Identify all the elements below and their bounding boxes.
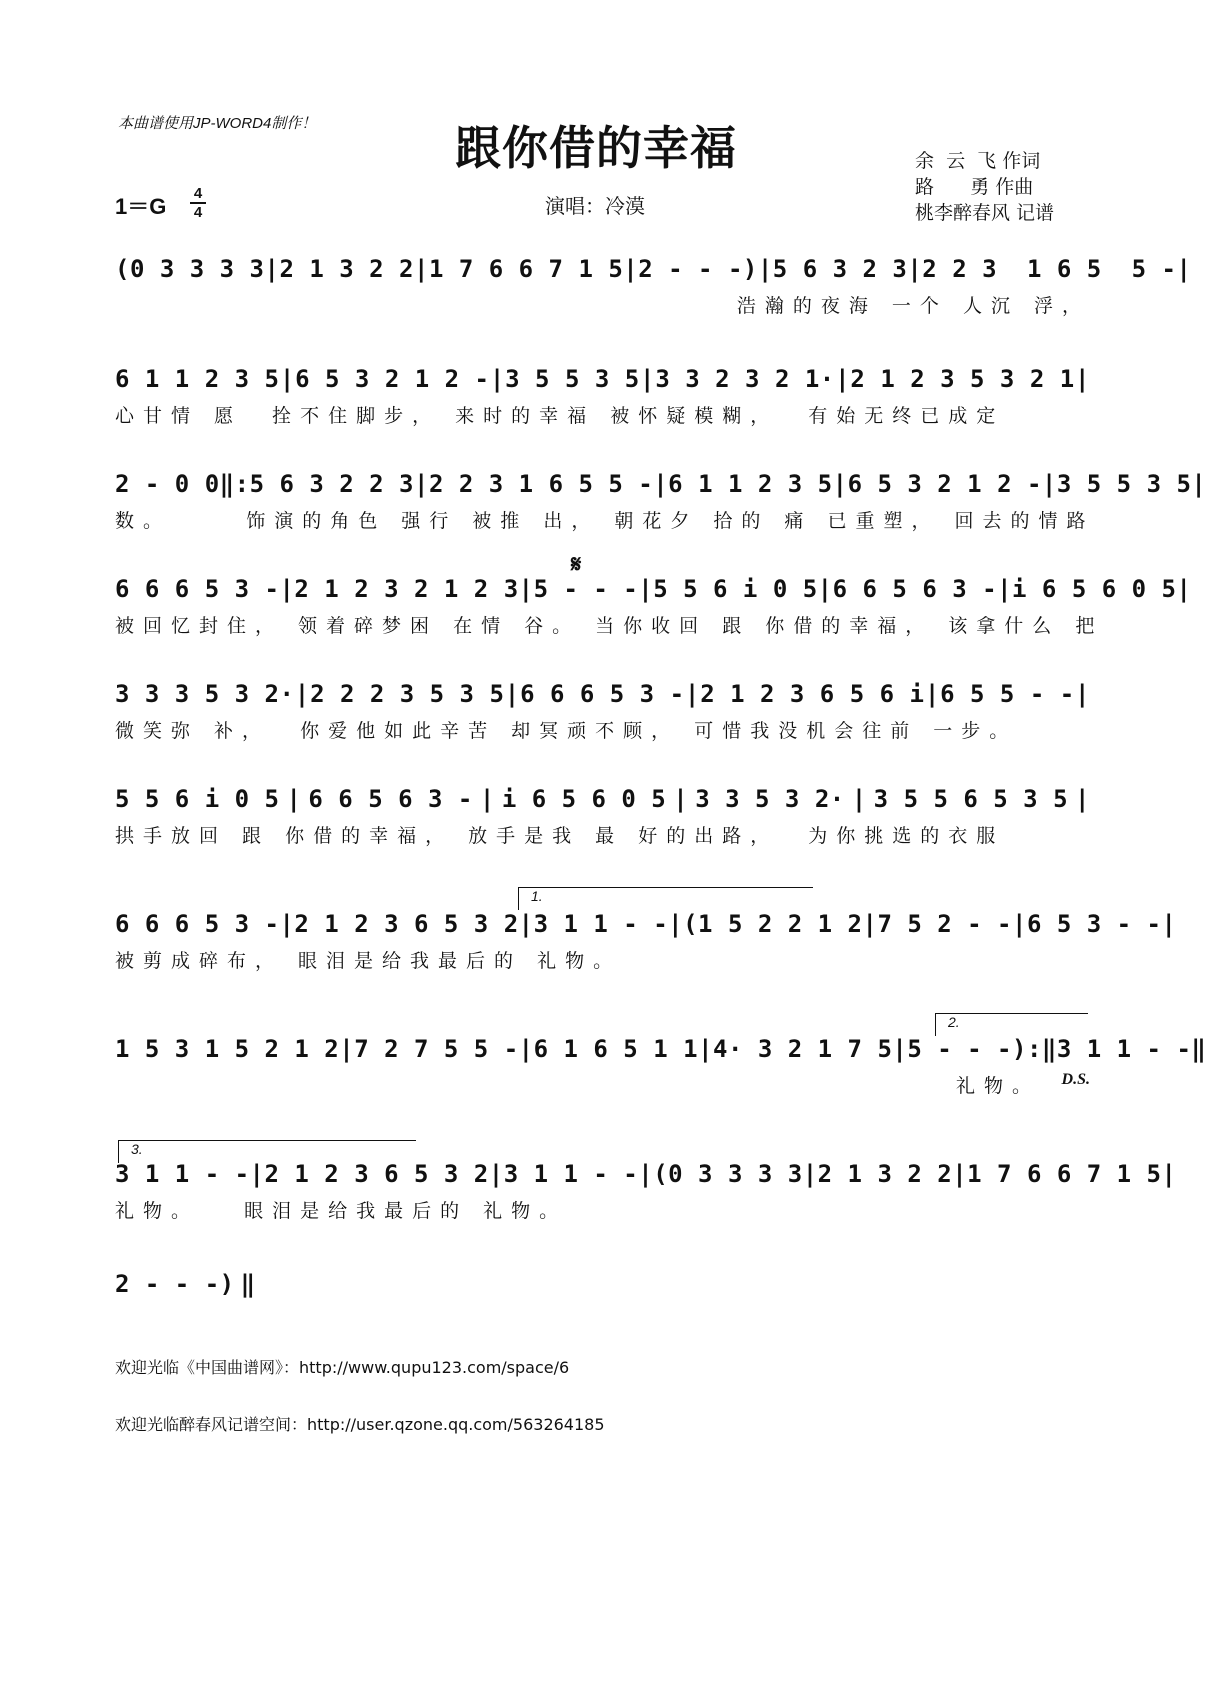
time-signature-bottom: 4 [193, 204, 203, 221]
measure: 2 1 2 3 6 5 3 2 [264, 1160, 489, 1188]
measure: 6 5 3 2 1 2 - [295, 365, 490, 393]
barline: | [279, 910, 295, 938]
measure: 3 3 3 5 3 2· [115, 680, 295, 708]
measure: i 6 5 6 0 5 [1012, 575, 1177, 603]
dal-segno-mark: D.S. [1061, 1071, 1090, 1088]
lyrics-line: 拱手放回 跟 你借的幸福， 放手是我 最 好的出路， 为你挑选的衣服 [115, 825, 1005, 847]
measure: 2 1 2 3 2 1 2 3 [294, 575, 519, 603]
barline: | [414, 470, 429, 498]
barline: | [817, 575, 833, 603]
volta-bracket: 1. [518, 887, 813, 910]
credits [915, 148, 1054, 226]
barline: | [518, 575, 534, 603]
lyrics-line: 浩瀚的夜海 一个 人沉 浮， [736, 295, 1090, 317]
barline: | [249, 1160, 265, 1188]
measure: (0 3 3 3 3 [653, 1160, 803, 1188]
segno-sign: 𝄋 [571, 550, 582, 578]
barline: | [1161, 1160, 1177, 1188]
barline: ‖: [219, 470, 250, 498]
measure: 6 1 1 2 3 5 [115, 365, 280, 393]
barline: | [339, 1035, 355, 1063]
measure: 2 1 2 3 6 5 6 i [700, 680, 925, 708]
notation-line [115, 680, 1090, 708]
measure: 2 - - -) [115, 1270, 235, 1298]
lyrics-line: 心甘情 愿 拴不住脚步， 来时的幸福 被怀疑模糊， 有始无终已成定 [115, 405, 1005, 427]
measure: 6 6 6 5 3 - [520, 680, 685, 708]
barline: | [1075, 365, 1090, 393]
measure: 3 1 1 - - [533, 910, 669, 938]
measure: 3 5 5 6 5 3 5 [873, 785, 1069, 813]
measure: 6 5 5 - - [940, 680, 1075, 708]
measure: 5 - - -): [907, 1035, 1042, 1063]
lyricist-credit: 余 云 飞 作词 [915, 150, 1041, 172]
singer-credit: 演唱：冷漠 [545, 194, 645, 218]
barline: | [924, 680, 940, 708]
barline: | [892, 1035, 908, 1063]
barline: | [832, 470, 848, 498]
notation-line [115, 1035, 1206, 1063]
measure: 2 - 0 0 [115, 470, 220, 498]
barline: | [698, 1035, 714, 1063]
measure: 4· 3 2 1 7 5 [713, 1035, 893, 1063]
measure: 6 1 6 5 1 1 [533, 1035, 699, 1063]
measure: 6 6 5 6 3 - [308, 785, 473, 813]
barline: ‖ [1041, 1035, 1057, 1063]
barline: | [668, 910, 684, 938]
transcriber-credit: 桃李醉春风 记谱 [915, 202, 1055, 224]
measure: 5 5 6 i 0 5 [653, 575, 818, 603]
measure: 1 7 6 6 7 1 5 [967, 1160, 1162, 1188]
barline: | [504, 680, 520, 708]
barline: | [1075, 680, 1090, 708]
measure: i 6 5 6 0 5 [501, 785, 667, 813]
measure: 7 5 2 - - [877, 910, 1012, 938]
composer-credit: 路 勇 作曲 [915, 176, 1034, 198]
time-signature-top: 4 [193, 185, 203, 202]
measure: 3 1 1 - - [115, 1160, 250, 1188]
measure: 5 5 6 i 0 5 [115, 785, 280, 813]
measure: 5 6 3 2 3 [772, 255, 908, 283]
barline: | [851, 785, 867, 813]
barline: | [757, 255, 773, 283]
notation-line [115, 785, 1090, 813]
barline: | [279, 575, 295, 603]
measure: 6 6 5 6 3 - [832, 575, 998, 603]
lyrics-line: 礼物。 眼泪是给我最后的 礼物。 [115, 1200, 568, 1222]
barline: | [997, 575, 1013, 603]
measure: 2 - - -) [638, 255, 758, 283]
measure: 3 1 1 - - [1056, 1035, 1192, 1063]
measure: 2 2 2 3 5 3 5 [310, 680, 505, 708]
lyrics-line: 数。 饰演的角色 强行 被推 出， 朝花夕 拾的 痛 已重塑， 回去的情路 [115, 510, 1095, 532]
barline: ‖ [240, 1270, 256, 1298]
barline: | [862, 910, 878, 938]
barline: | [489, 365, 505, 393]
barline: | [1075, 785, 1090, 813]
barline: | [1161, 910, 1177, 938]
notation-line [115, 1160, 1177, 1188]
lyrics-line: 礼物。 [955, 1075, 1040, 1097]
measure: 2 1 2 3 5 3 2 1 [850, 365, 1075, 393]
time-signature [190, 186, 206, 220]
measure: 6 5 3 2 1 2 - [847, 470, 1042, 498]
barline: | [414, 255, 429, 283]
notation-line [115, 470, 1206, 498]
measure: 2 1 3 2 2 [817, 1160, 953, 1188]
notation-line [115, 255, 1192, 283]
barline: | [264, 255, 280, 283]
measure: 2 2 3 1 6 5 5 - [922, 255, 1177, 283]
barline: | [835, 365, 851, 393]
measure: 1 7 6 6 7 1 5 [428, 255, 624, 283]
barline: | [279, 365, 295, 393]
footer-link-1: 欢迎光临《中国曲谱网》：http://www.qupu123.com/space/6 [115, 1358, 570, 1377]
barline: | [1012, 910, 1027, 938]
notation-line [115, 1270, 1090, 1298]
measure: 5 - - - [533, 575, 639, 603]
lyrics-line: 被剪成碎布， 眼泪是给我最后的 礼物。 [115, 950, 622, 972]
barline: | [1176, 575, 1192, 603]
barline: | [907, 255, 923, 283]
barline: | [673, 785, 689, 813]
notation-line [115, 910, 1177, 938]
barline: | [802, 1160, 818, 1188]
measure: 6 6 6 5 3 - [115, 910, 280, 938]
song-title: 跟你借的幸福 [455, 121, 737, 175]
measure: (0 3 3 3 3 [115, 255, 265, 283]
measure: 3 5 5 3 5 [1056, 470, 1192, 498]
barline: | [640, 365, 655, 393]
measure: (1 5 2 2 1 2 [683, 910, 863, 938]
barline: | [653, 470, 669, 498]
volta-bracket: 2. [935, 1013, 1088, 1036]
measure: 3 1 1 - - [503, 1160, 639, 1188]
barline: | [638, 1160, 654, 1188]
barline: ‖ [1191, 1035, 1206, 1063]
measure: 2 1 2 3 6 5 3 2 [294, 910, 519, 938]
notation-line [115, 575, 1192, 603]
barline: | [518, 1035, 534, 1063]
lyrics-line: 被回忆封住， 领着碎梦困 在情 谷。 当你收回 跟 你借的幸福， 该拿什么 把 [115, 615, 1104, 637]
barline: | [623, 255, 639, 283]
key-signature: 1＝G [115, 194, 167, 219]
measure: 6 6 6 5 3 - [115, 575, 280, 603]
barline: | [1176, 255, 1192, 283]
barline: | [952, 1160, 968, 1188]
barline: | [684, 680, 700, 708]
measure: 2 2 3 1 6 5 5 - [428, 470, 654, 498]
barline: | [286, 785, 302, 813]
volta-bracket: 3. [118, 1140, 416, 1163]
notation-line [115, 365, 1090, 393]
barline: | [1191, 470, 1206, 498]
software-note: 本曲谱使用JP-WORD4制作！ [118, 115, 317, 132]
barline: | [638, 575, 654, 603]
measure: 6 5 3 - - [1026, 910, 1162, 938]
barline: | [1041, 470, 1057, 498]
barline: | [479, 785, 495, 813]
measure: 3 3 2 3 2 1· [655, 365, 835, 393]
measure: 3 5 5 3 5 [505, 365, 640, 393]
measure: 2 1 3 2 2 [279, 255, 414, 283]
barline: | [488, 1160, 504, 1188]
footer-link-2: 欢迎光临醉春风记谱空间：http://user.qzone.qq.com/563264185 [115, 1415, 605, 1434]
measure: 6 1 1 2 3 5 [668, 470, 833, 498]
measure: 3 3 5 3 2· [695, 785, 845, 813]
measure: 5 6 3 2 2 3 [249, 470, 415, 498]
barline: | [518, 910, 534, 938]
lyrics-line: 微笑弥 补， 你爱他如此辛苦 却冥顽不顾， 可惜我没机会往前 一步。 [115, 720, 1018, 742]
measure: 7 2 7 5 5 - [354, 1035, 519, 1063]
barline: | [294, 680, 310, 708]
measure: 1 5 3 1 5 2 1 2 [115, 1035, 340, 1063]
